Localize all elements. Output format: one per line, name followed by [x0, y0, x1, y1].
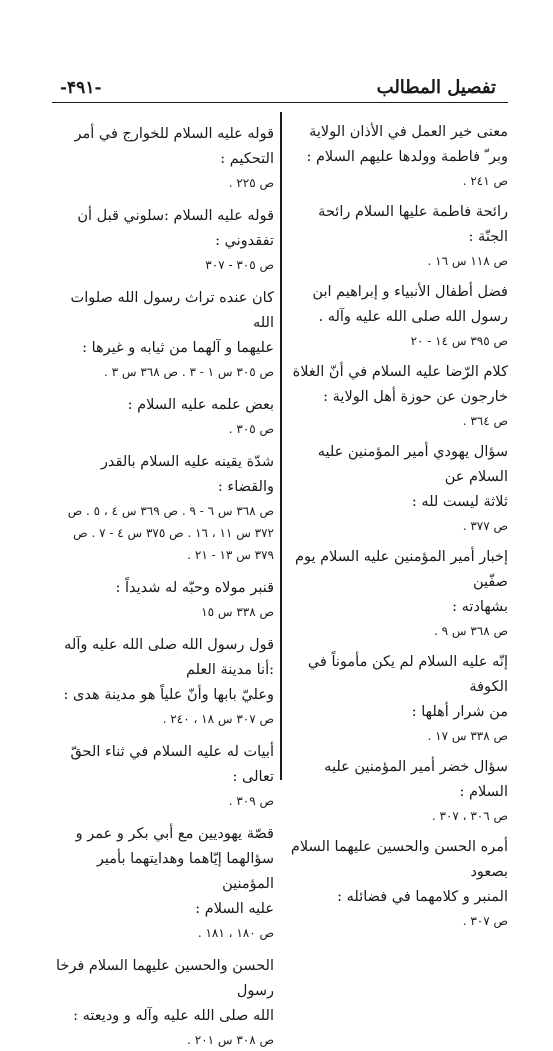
entry-title-line: بشهادته : [452, 599, 508, 615]
index-entry [52, 633, 274, 730]
entry-page-reference: ص ٣٠٩ . [228, 794, 274, 808]
entry-title-line: كان عنده تراث رسول الله صلوات الله [70, 290, 274, 331]
entry-title-line: فضل أطفال الأنبياء و إبراهيم ابن [312, 284, 508, 300]
entry-title-line: بعض علمه عليه السلام : [127, 397, 274, 413]
entry-page-reference: ص ٣٠٥ س ١ - ٣ . ص ٣٦٨ س ٣ . [103, 365, 274, 379]
entry-title-line: رسول الله صلى الله عليه وآله . [318, 309, 508, 325]
entry-page-reference: ص ٣٠٧ س ١٨ ، ٢٤٠ . [162, 712, 274, 726]
entry-page-reference: ص ٣٩٥ س ١٤ - ٢٠ [410, 334, 508, 348]
entry-title-line: أبيات له عليه السلام في ثناء الحقّ تعالى : [70, 744, 274, 785]
index-entry [290, 545, 508, 642]
entry-page-reference: ص ٣٣٨ س ١٥ [201, 605, 274, 619]
index-entry [52, 393, 274, 440]
index-entry [290, 755, 508, 827]
index-entry [290, 440, 508, 537]
entry-title-line: إنّه عليه السلام لم يكن مأموناً في الكوفة [307, 654, 508, 695]
entry-title-line: المنبر و كلامهما في فضائله : [337, 889, 508, 905]
entry-page-reference: ص ٢٢٥ . [228, 176, 274, 190]
entry-title-line: وعليّ بابها وأنّ علياً هو مدينة هدى : [63, 687, 274, 703]
entry-title-line: سؤالهما إيّاهما وهدايتهما بأمير المؤمنين [96, 851, 274, 892]
index-entry [52, 204, 274, 276]
index-entry [52, 822, 274, 944]
left-column [52, 112, 274, 1047]
entry-page-reference: ص ٣٣٨ س ١٧ . [427, 729, 508, 743]
entry-title-line: سؤال خضر أمير المؤمنين عليه السلام : [324, 759, 508, 800]
index-entry [290, 835, 508, 932]
entry-title-line: قوله عليه السلام :سلوني قبل أن تفقدوني : [77, 208, 274, 249]
entry-title-line: عليهما و آلهما من ثيابه و غيرها : [82, 340, 274, 356]
entry-title-line: شدّة يقينه عليه السلام بالقدر والقضاء : [100, 454, 274, 495]
index-entry [290, 280, 508, 352]
entry-title-line: قوله عليه السلام للخوارج في أمر التحكيم : [74, 126, 274, 167]
page-number: -۴۹۱- [60, 78, 102, 98]
index-entry [52, 286, 274, 383]
entry-title-line: إخبار أمير المؤمنين عليه السلام يوم صفّين [295, 549, 508, 590]
entry-page-reference: ص ٣٧٧ . [462, 519, 508, 533]
index-entry [52, 122, 274, 194]
entry-page-reference: ص ١١٨ س ١٦ . [427, 254, 508, 268]
index-entry [290, 120, 508, 192]
entry-title-line: الله صلى الله عليه وآله و وديعته : [73, 1008, 274, 1024]
entry-page-reference: ص ٢٤١ . [462, 174, 508, 188]
index-entry [52, 450, 274, 566]
entry-title-line: سؤال يهودي أمير المؤمنين عليه السلام عن [317, 444, 508, 485]
entry-title-line: وبر ّ فاطمة وولدها عليهم السلام : [306, 149, 508, 165]
index-entry [52, 954, 274, 1051]
entry-page-reference: ص ٣٠٥ . [228, 422, 274, 436]
entry-page-reference: ص ٣٦٤ . [462, 414, 508, 428]
entry-page-reference: ص ٣٠٨ س ٢٠١ . [187, 1033, 274, 1047]
entry-title-line: قصّة يهوديين مع أبي بكر و عمر و [75, 826, 274, 842]
entry-title-line: خارجون عن حوزة أهل الولاية : [323, 389, 508, 405]
entry-title-line: الحسن والحسين عليهما السلام فرخا رسول [55, 958, 274, 999]
entry-title-line: أمره الحسن والحسين عليهما السلام بصعود [290, 839, 508, 880]
index-entry [290, 650, 508, 747]
entry-title-line: رائحة فاطمة عليها السلام رائحة الجنّة : [318, 204, 508, 245]
column-divider [280, 112, 282, 780]
index-entry [290, 200, 508, 272]
entry-page-reference: ص ١٨٠ ، ١٨١ . [197, 926, 274, 940]
index-entry [52, 740, 274, 812]
entry-page-reference: ص ٣٦٨ س ٩ . [433, 624, 508, 638]
entry-page-reference: ص ٣٦٨ س ٦ - ٩ . ص ٣٦٩ س ٤ ، ٥ . ص ٣٧٢ س ١١ ، ١٦ . ص ٣٧٥ س ٤ - ٧ . ص ٣٧٩ س ١٣ - ٢١ . [67, 504, 274, 562]
entry-title-line: قول رسول الله صلى الله عليه وآله :أنا مدينة العلم [64, 637, 274, 678]
entry-page-reference: ص ٣٠٥ - ٣٠٧ [205, 258, 274, 272]
entry-title-line: معنى خير العمل في الأذان الولاية [309, 124, 508, 140]
index-entry [52, 576, 274, 623]
entry-title-line: قنبر مولاه وحبّه له شديداً : [115, 580, 274, 596]
index-entry [290, 360, 508, 432]
page-header [52, 78, 508, 103]
entry-page-reference: ص ٣٠٧ . [462, 914, 508, 928]
entry-title-line: كلام الرّضا عليه السلام في أنّ الغلاة [292, 364, 508, 380]
entry-title-line: من شرار أهلها : [411, 704, 508, 720]
running-title: تفصيل المطالب [376, 77, 496, 98]
entry-title-line: عليه السلام : [195, 901, 274, 917]
entry-page-reference: ص ٣٠٦ ، ٣٠٧ . [431, 809, 508, 823]
entry-title-line: ثلاثة ليست لله : [411, 494, 508, 510]
right-column [290, 112, 508, 928]
